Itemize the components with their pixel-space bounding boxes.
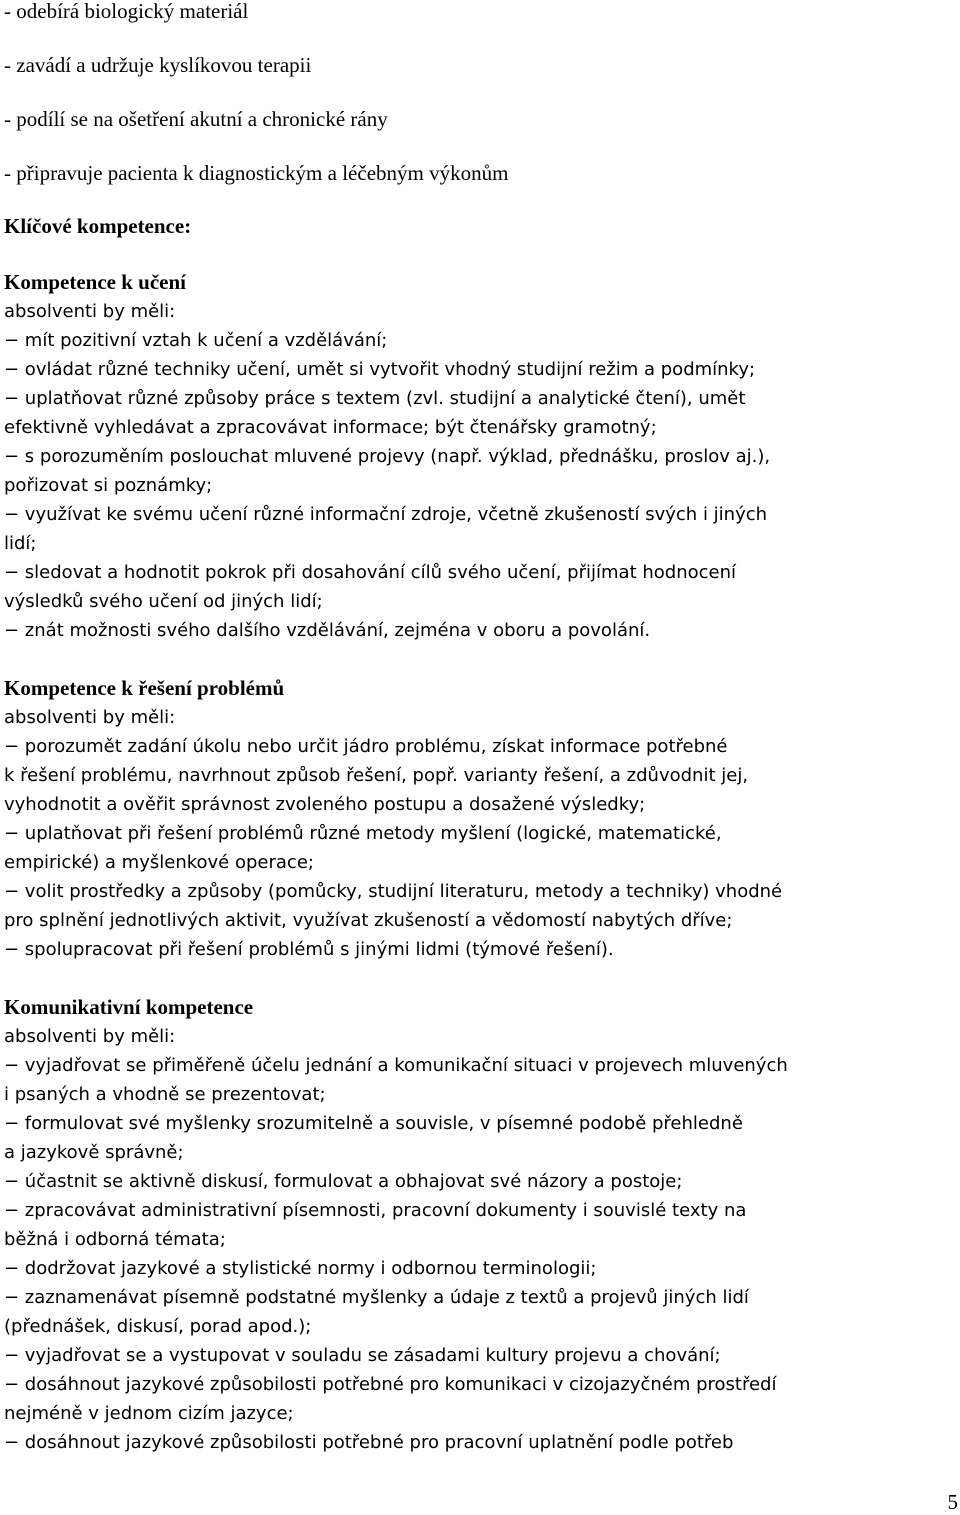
intro-list — [4, 0, 944, 187]
section-line: − dodržovat jazykové a stylistické normy i odbornou terminologii; — [4, 1258, 597, 1279]
section-line: − volit prostředky a způsoby (pomůcky, studijní literaturu, metody a techniky) vhodné — [4, 881, 783, 902]
section-line: výsledků svého učení od jiných lidí; — [4, 591, 323, 612]
intro-item: - podílí se na ošetření akutní a chronické rány — [4, 107, 388, 131]
section-line: − uplatňovat při řešení problémů různé metody myšlení (logické, matematické, — [4, 823, 722, 844]
section-line: − sledovat a hodnotit pokrok při dosahování cílů svého učení, přijímat hodnocení — [4, 562, 736, 583]
section-subtitle: absolventi by měli: — [4, 707, 176, 728]
section-line: empirické) a myšlenkové operace; — [4, 852, 314, 873]
section-line: a jazykově správně; — [4, 1142, 184, 1163]
section-line: (přednášek, diskusí, porad apod.); — [4, 1316, 312, 1337]
section-line: − dosáhnout jazykové způsobilosti potřebné pro pracovní uplatnění podle potřeb — [4, 1432, 734, 1453]
section-line: − vyjadřovat se a vystupovat v souladu se zásadami kultury projevu a chování; — [4, 1345, 721, 1366]
document-page — [4, 0, 944, 1457]
section-line: − znát možnosti svého dalšího vzdělávání, zejména v oboru a povolání. — [4, 620, 651, 641]
section-line: pořizovat si poznámky; — [4, 475, 213, 496]
section-line: lidí; — [4, 533, 37, 554]
section-line: − porozumět zadání úkolu nebo určit jádro problému, získat informace potřebné — [4, 736, 728, 757]
section-line: − s porozuměním poslouchat mluvené projevy (např. výklad, přednášku, proslov aj.), — [4, 446, 771, 467]
section-title: Kompetence k učení — [4, 270, 186, 294]
section-line: − dosáhnout jazykové způsobilosti potřebné pro komunikaci v cizojazyčném prostředí — [4, 1374, 777, 1395]
section-line: − uplatňovat různé způsoby práce s textem (zvl. studijní a analytické čtení), umět — [4, 388, 746, 409]
section-line: − spolupracovat při řešení problémů s jinými lidmi (týmové řešení). — [4, 939, 614, 960]
section-line: efektivně vyhledávat a zpracovávat informace; být čtenářsky gramotný; — [4, 417, 657, 438]
section-line: − mít pozitivní vztah k učení a vzdělávání; — [4, 330, 388, 351]
section-line: − formulovat své myšlenky srozumitelně a souvisle, v písemné podobě přehledně — [4, 1113, 743, 1134]
section-line: pro splnění jednotlivých aktivit, využívat zkušeností a vědomostí nabytých dříve; — [4, 910, 733, 931]
section-communication — [4, 993, 944, 1457]
section-line: vyhodnotit a ověřit správnost zvoleného postupu a dosažené výsledky; — [4, 794, 646, 815]
section-learning — [4, 268, 944, 645]
section-subtitle: absolventi by měli: — [4, 301, 176, 322]
key-competences-title: Klíčové kompetence: — [4, 214, 192, 238]
intro-item: - odebírá biologický materiál — [4, 0, 249, 23]
section-subtitle: absolventi by měli: — [4, 1026, 176, 1047]
section-line: nejméně v jednom cizím jazyce; — [4, 1403, 294, 1424]
section-line: − účastnit se aktivně diskusí, formulovat a obhajovat své názory a postoje; — [4, 1171, 683, 1192]
section-line: − vyjadřovat se přiměřeně účelu jednání a komunikační situaci v projevech mluvených — [4, 1055, 788, 1076]
section-line: − ovládat různé techniky učení, umět si vytvořit vhodný studijní režim a podmínky; — [4, 359, 756, 380]
intro-item: - zavádí a udržuje kyslíkovou terapii — [4, 53, 312, 77]
section-line: i psaných a vhodně se prezentovat; — [4, 1084, 326, 1105]
section-line: − využívat ke svému učení různé informační zdroje, včetně zkušeností svých i jiných — [4, 504, 768, 525]
section-problem-solving — [4, 674, 944, 964]
section-line: − zpracovávat administrativní písemnosti, pracovní dokumenty i souvislé texty na — [4, 1200, 747, 1221]
section-line: − zaznamenávat písemně podstatné myšlenky a údaje z textů a projevů jiných lidí — [4, 1287, 749, 1308]
section-title: Kompetence k řešení problémů — [4, 676, 285, 700]
page-number: 5 — [947, 1490, 958, 1514]
section-title: Komunikativní kompetence — [4, 995, 254, 1019]
intro-item: - připravuje pacienta k diagnostickým a léčebným výkonům — [4, 161, 509, 185]
section-line: k řešení problému, navrhnout způsob řešení, popř. varianty řešení, a zdůvodnit jej, — [4, 765, 749, 786]
section-line: běžná i odborná témata; — [4, 1229, 226, 1250]
